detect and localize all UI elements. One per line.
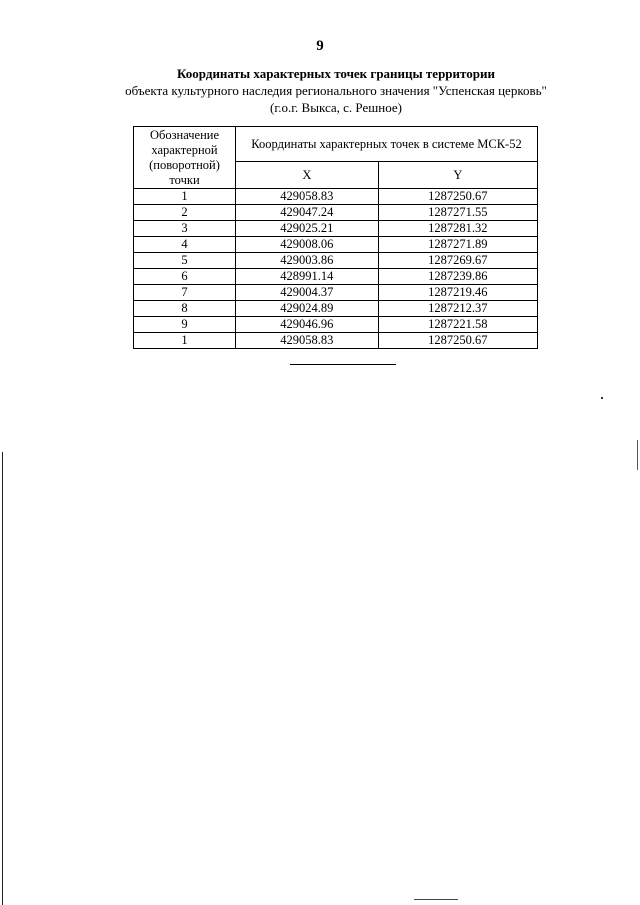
point-cell: 3 — [134, 221, 236, 237]
x-column-header: X — [236, 162, 379, 189]
table-row — [134, 333, 538, 349]
y-cell: 1287269.67 — [378, 253, 537, 269]
x-cell: 428991.14 — [236, 269, 379, 285]
point-cell: 4 — [134, 237, 236, 253]
x-cell: 429046.96 — [236, 317, 379, 333]
y-cell: 1287271.55 — [378, 205, 537, 221]
table-row — [134, 205, 538, 221]
table-row — [134, 189, 538, 205]
table-row — [134, 301, 538, 317]
coordinates-table — [133, 126, 538, 349]
point-column-header: Обозначение характерной (поворотной) точки — [134, 127, 236, 189]
scan-edge-bottom — [414, 899, 458, 900]
x-cell: 429058.83 — [236, 189, 379, 205]
y-cell: 1287271.89 — [378, 237, 537, 253]
point-cell: 5 — [134, 253, 236, 269]
y-cell: 1287250.67 — [378, 189, 537, 205]
closing-rule — [290, 364, 396, 365]
y-cell: 1287250.67 — [378, 333, 537, 349]
table-row — [134, 269, 538, 285]
point-cell: 6 — [134, 269, 236, 285]
x-cell: 429008.06 — [236, 237, 379, 253]
scan-edge-left — [2, 452, 3, 905]
x-cell: 429024.89 — [236, 301, 379, 317]
table-row — [134, 253, 538, 269]
point-cell: 2 — [134, 205, 236, 221]
x-cell: 429058.83 — [236, 333, 379, 349]
y-cell: 1287212.37 — [378, 301, 537, 317]
point-cell: 7 — [134, 285, 236, 301]
scan-speck — [601, 397, 603, 399]
y-cell: 1287239.86 — [378, 269, 537, 285]
x-cell: 429004.37 — [236, 285, 379, 301]
document-subtitle: объекта культурного наследия регионального значения "Успенская церковь" — [125, 83, 547, 98]
x-cell: 429025.21 — [236, 221, 379, 237]
table-row — [134, 317, 538, 333]
table-row — [134, 237, 538, 253]
point-cell: 1 — [134, 189, 236, 205]
point-cell: 1 — [134, 333, 236, 349]
point-cell: 8 — [134, 301, 236, 317]
table-row — [134, 221, 538, 237]
y-cell: 1287221.58 — [378, 317, 537, 333]
y-column-header: Y — [378, 162, 537, 189]
page-number: 9 — [316, 38, 324, 54]
x-cell: 429003.86 — [236, 253, 379, 269]
x-cell: 429047.24 — [236, 205, 379, 221]
table-row — [134, 285, 538, 301]
y-cell: 1287219.46 — [378, 285, 537, 301]
y-cell: 1287281.32 — [378, 221, 537, 237]
document-title: Координаты характерных точек границы территории — [177, 66, 495, 81]
point-cell: 9 — [134, 317, 236, 333]
coordinate-system-header: Координаты характерных точек в системе МСК-52 — [236, 127, 538, 162]
scan-edge-right — [637, 440, 638, 470]
document-location: (г.о.г. Выкса, с. Решное) — [270, 100, 402, 115]
